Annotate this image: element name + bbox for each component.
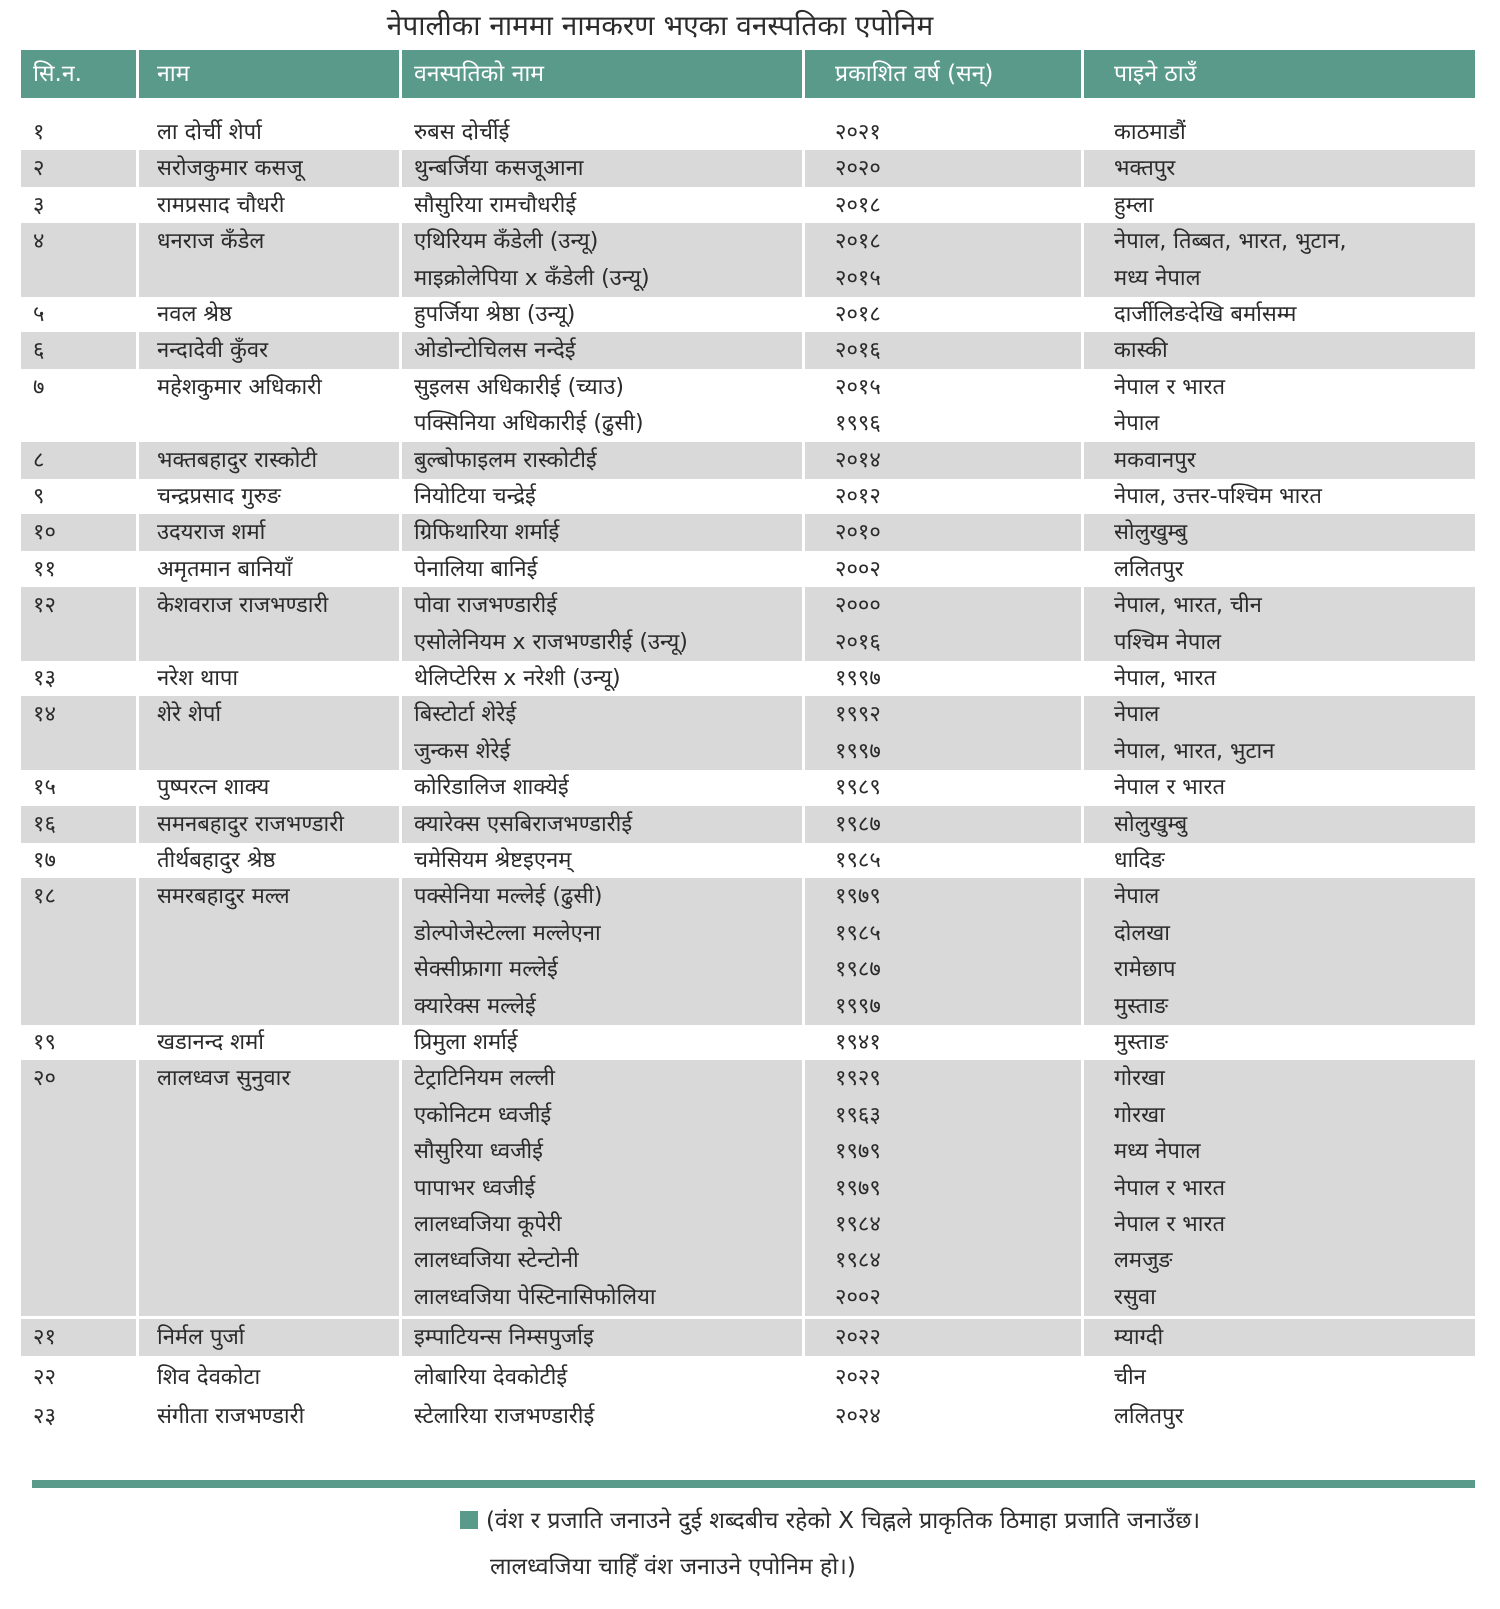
location-cell: चीन <box>1114 1364 1146 1390</box>
person-name-cell: चन्द्रप्रसाद गुरुङ <box>157 484 281 509</box>
location-cell: सोलुखुम्बु <box>1084 514 1475 551</box>
location-cell: नेपाल, उत्तर-पश्चिम भारत <box>1114 484 1322 509</box>
person-name-cell: महेशकुमार अधिकारी <box>157 374 322 400</box>
header-plant-name: वनस्पतिको नाम <box>402 50 802 98</box>
person-name-cell: शेरे शेर्पा <box>139 696 399 733</box>
location-cell: ललितपुर <box>1114 1404 1184 1429</box>
serial-cell <box>21 733 136 770</box>
person-name-cell: संगीता राजभण्डारी <box>157 1404 305 1429</box>
plant-name-cell: लालध्वजिया पेस्टिनासिफोलिया <box>402 1279 802 1316</box>
bottom-rule <box>32 1480 1475 1488</box>
table-row <box>21 660 1475 697</box>
person-name-cell: शिव देवकोटा <box>157 1364 261 1390</box>
plant-name-cell: एसोलेनियम x राजभण्डारीई (उन्यू) <box>402 624 802 661</box>
footnote-line-1 <box>460 1498 1480 1544</box>
table-row <box>21 1359 1475 1396</box>
table-row <box>21 1133 1475 1170</box>
table-row <box>21 733 1475 770</box>
location-cell: नेपाल <box>1084 878 1475 915</box>
location-cell: मुस्ताङ <box>1084 988 1475 1025</box>
table-row <box>21 1060 1475 1097</box>
footnote-text-1: (वंश र प्रजाति जनाउने दुई शब्दबीच रहेको X चिह्नले प्राकृतिक ठिमाहा प्रजाति जनाउँछ। <box>486 1508 1201 1534</box>
serial-cell <box>21 951 136 988</box>
year-cell: १९८५ <box>835 848 881 873</box>
person-name-cell: धनराज कँडेल <box>139 223 399 260</box>
table-row <box>21 1279 1475 1316</box>
plant-name-cell: क्यारेक्स एसबिराजभण्डारीई <box>402 806 802 843</box>
table-row <box>21 624 1475 661</box>
serial-cell: १९ <box>33 1030 56 1055</box>
plant-name-cell: सेक्सीफ्रागा मल्लेई <box>402 951 802 988</box>
person-name-cell: नरेश थापा <box>157 666 239 691</box>
location-cell: नेपाल <box>1084 696 1475 733</box>
person-name-cell <box>139 951 399 988</box>
serial-cell <box>21 405 136 442</box>
year-cell: १९९२ <box>805 696 1081 733</box>
plant-name-cell: लालध्वजिया स्टेन्टोनी <box>402 1242 802 1279</box>
year-cell: २०१४ <box>805 442 1081 479</box>
serial-cell: १० <box>21 514 136 551</box>
footnote <box>460 1498 1480 1590</box>
serial-cell: २० <box>21 1060 136 1097</box>
serial-cell <box>21 260 136 297</box>
year-cell: २०१२ <box>835 484 881 509</box>
plant-name-cell: बिस्टोर्टा शेरेई <box>402 696 802 733</box>
year-cell: २०२२ <box>835 1364 881 1390</box>
person-name-cell: उदयराज शर्मा <box>139 514 399 551</box>
plant-name-cell: थुन्बर्जिया कसजूआना <box>402 150 802 187</box>
table-row <box>21 1170 1475 1207</box>
year-cell: १९७९ <box>805 1170 1081 1207</box>
year-cell: २०१५ <box>805 260 1081 297</box>
location-cell: रामेछाप <box>1084 951 1475 988</box>
table-row <box>21 1319 1475 1356</box>
year-cell: १९४१ <box>835 1030 881 1055</box>
person-name-cell: निर्मल पुर्जा <box>139 1319 399 1356</box>
header-name: नाम <box>139 50 399 98</box>
year-cell: १९८५ <box>805 915 1081 952</box>
table-row <box>21 915 1475 952</box>
plant-name-cell: पापाभर ध्वजीई <box>402 1170 802 1207</box>
year-cell: १९९७ <box>805 988 1081 1025</box>
header-location: पाइने ठाउँ <box>1084 50 1475 98</box>
bullet-square-icon <box>460 1511 478 1529</box>
table-row <box>21 988 1475 1025</box>
person-name-cell: भक्तबहादुर रास्कोटी <box>139 442 399 479</box>
person-name-cell: रामप्रसाद चौधरी <box>157 192 285 218</box>
person-name-cell: समनबहादुर राजभण्डारी <box>139 806 399 843</box>
serial-cell: ९ <box>33 484 45 509</box>
table-row <box>21 806 1475 843</box>
plant-name-cell: बुल्बोफाइलम रास्कोटीई <box>402 442 802 479</box>
year-cell: २०१६ <box>805 332 1081 369</box>
person-name-cell <box>139 1133 399 1170</box>
year-cell: २००२ <box>805 1279 1081 1316</box>
person-name-cell <box>139 915 399 952</box>
serial-cell: २ <box>21 150 136 187</box>
table-row <box>21 1398 1475 1435</box>
year-cell: १९९६ <box>835 411 881 437</box>
serial-cell <box>21 915 136 952</box>
table-row <box>21 696 1475 733</box>
serial-cell: २२ <box>33 1364 56 1390</box>
year-cell: १९६३ <box>805 1097 1081 1134</box>
table-row <box>21 514 1475 551</box>
plant-name-cell: थेलिप्टेरिस x नरेशी (उन्यू) <box>414 666 621 691</box>
person-name-cell <box>139 1170 399 1207</box>
table-row <box>21 1097 1475 1134</box>
serial-cell <box>21 1133 136 1170</box>
serial-cell <box>21 1170 136 1207</box>
plant-name-cell: पेनालिया बानिई <box>414 556 538 582</box>
serial-cell: ११ <box>33 556 56 582</box>
plant-name-cell: क्यारेक्स मल्लेई <box>402 988 802 1025</box>
location-cell: सोलुखुम्बु <box>1084 806 1475 843</box>
table-row <box>21 223 1475 260</box>
table-row <box>21 442 1475 479</box>
serial-cell: १३ <box>33 666 56 691</box>
plant-name-cell: सौसुरिया ध्वजीई <box>402 1133 802 1170</box>
table-row <box>21 1206 1475 1243</box>
person-name-cell <box>139 1097 399 1134</box>
year-cell: १९८४ <box>805 1242 1081 1279</box>
table-row <box>21 114 1475 151</box>
person-name-cell: तीर्थबहादुर श्रेष्ठ <box>157 848 276 873</box>
person-name-cell: खडानन्द शर्मा <box>157 1030 264 1055</box>
table-row <box>21 478 1475 515</box>
serial-cell: १४ <box>21 696 136 733</box>
serial-cell <box>21 1097 136 1134</box>
plant-name-cell: प्रिमुला शर्माई <box>414 1030 518 1055</box>
person-name-cell: केशवराज राजभण्डारी <box>139 587 399 624</box>
year-cell: २०१५ <box>835 374 881 400</box>
person-name-cell <box>139 733 399 770</box>
table-row <box>21 587 1475 624</box>
year-cell: १९९७ <box>835 666 881 691</box>
year-cell: २०१८ <box>805 223 1081 260</box>
plant-name-cell: सौसुरिया रामचौधरीई <box>414 192 577 218</box>
plant-name-cell: सुइलस अधिकारीई (च्याउ) <box>414 374 624 400</box>
year-cell: २०१८ <box>835 192 881 218</box>
plant-name-cell: इम्पाटियन्स निम्सपुर्जाइ <box>402 1319 802 1356</box>
location-cell: नेपाल र भारत <box>1084 1206 1475 1243</box>
location-cell: दोलखा <box>1084 915 1475 952</box>
serial-cell: ६ <box>21 332 136 369</box>
serial-cell: ८ <box>21 442 136 479</box>
table-row <box>21 150 1475 187</box>
location-cell: नेपाल, भारत, भुटान <box>1084 733 1475 770</box>
table-row <box>21 1242 1475 1279</box>
year-cell: २०२१ <box>835 120 881 145</box>
serial-cell: १५ <box>33 775 56 801</box>
year-cell: २०२४ <box>835 1404 881 1429</box>
serial-cell: ७ <box>33 374 45 400</box>
location-cell: धादिङ <box>1114 848 1165 873</box>
person-name-cell: अमृतमान बानियाँ <box>157 556 293 582</box>
year-cell: २००२ <box>835 556 881 582</box>
serial-cell: १७ <box>33 848 56 873</box>
table-row <box>21 1024 1475 1061</box>
serial-cell <box>21 1242 136 1279</box>
table-row <box>21 260 1475 297</box>
year-cell: १९८७ <box>805 806 1081 843</box>
plant-name-cell: लोबारिया देवकोटीई <box>414 1364 568 1390</box>
person-name-cell <box>139 260 399 297</box>
location-cell: गोरखा <box>1084 1097 1475 1134</box>
location-cell: नेपाल र भारत <box>1114 775 1226 801</box>
location-cell: हुम्ला <box>1114 192 1154 218</box>
year-cell: २०१६ <box>805 624 1081 661</box>
plant-name-cell: स्टेलारिया राजभण्डारीई <box>414 1404 595 1429</box>
person-name-cell <box>139 1279 399 1316</box>
serial-cell: १२ <box>21 587 136 624</box>
location-cell: नेपाल <box>1114 411 1160 437</box>
serial-cell: १८ <box>21 878 136 915</box>
location-cell: लमजुङ <box>1084 1242 1475 1279</box>
year-cell: १९८४ <box>805 1206 1081 1243</box>
person-name-cell <box>139 1206 399 1243</box>
person-name-cell <box>139 1242 399 1279</box>
plant-name-cell: ग्रिफिथारिया शर्माई <box>402 514 802 551</box>
location-cell: रसुवा <box>1084 1279 1475 1316</box>
plant-name-cell: पक्सिनिया अधिकारीई (ढुसी) <box>414 411 644 437</box>
location-cell: कास्की <box>1084 332 1475 369</box>
plant-name-cell: टेट्राटिनियम लल्ली <box>402 1060 802 1097</box>
table-row <box>21 551 1475 588</box>
plant-name-cell: लालध्वजिया कूपेरी <box>402 1206 802 1243</box>
serial-cell <box>21 1279 136 1316</box>
serial-cell: १६ <box>21 806 136 843</box>
serial-cell <box>21 1206 136 1243</box>
location-cell: भक्तपुर <box>1084 150 1475 187</box>
location-cell: काठमाडौं <box>1114 120 1186 145</box>
year-cell: २००० <box>805 587 1081 624</box>
table-row <box>21 332 1475 369</box>
location-cell: नेपाल, तिब्बत, भारत, भुटान, <box>1084 223 1475 260</box>
year-cell: २०२० <box>805 150 1081 187</box>
year-cell: २०१० <box>805 514 1081 551</box>
footnote-line-2: लालध्वजिया चाहिँ वंश जनाउने एपोनिम हो।) <box>490 1554 856 1580</box>
page-title: नेपालीका नाममा नामकरण भएका वनस्पतिका एपोनिम <box>386 9 934 42</box>
table-row <box>21 187 1475 224</box>
person-name-cell <box>139 405 399 442</box>
header-year: प्रकाशित वर्ष (सन्) <box>805 50 1081 98</box>
person-name-cell: नवल श्रेष्ठ <box>157 302 232 327</box>
person-name-cell: पुष्परत्न शाक्य <box>157 775 270 801</box>
plant-name-cell: माइक्रोलेपिया x कँडेली (उन्यू) <box>402 260 802 297</box>
plant-name-cell: हुपर्जिया श्रेष्ठा (उन्यू) <box>414 302 576 327</box>
location-cell: गोरखा <box>1084 1060 1475 1097</box>
plant-name-cell: चमेसियम श्रेष्टइएनम् <box>414 848 572 873</box>
person-name-cell: ला दोर्ची शेर्पा <box>157 120 262 145</box>
location-cell: नेपाल, भारत, चीन <box>1084 587 1475 624</box>
year-cell: २०१८ <box>835 302 881 327</box>
serial-cell <box>21 988 136 1025</box>
plant-name-cell: ओडोन्टोचिलस नन्देई <box>402 332 802 369</box>
location-cell: ललितपुर <box>1114 556 1184 582</box>
serial-cell <box>21 624 136 661</box>
person-name-cell <box>139 988 399 1025</box>
table-row <box>21 842 1475 879</box>
location-cell: नेपाल र भारत <box>1084 1170 1475 1207</box>
serial-cell: २३ <box>33 1404 56 1429</box>
person-name-cell: समरबहादुर मल्ल <box>139 878 399 915</box>
plant-name-cell: पोवा राजभण्डारीई <box>402 587 802 624</box>
year-cell: १९७९ <box>805 1133 1081 1170</box>
table-row <box>21 878 1475 915</box>
table-header <box>21 50 1475 98</box>
plant-name-cell: एकोनिटम ध्वजीई <box>402 1097 802 1134</box>
person-name-cell: लालध्वज सुनुवार <box>139 1060 399 1097</box>
year-cell: १९८७ <box>805 951 1081 988</box>
location-cell: म्याग्दी <box>1084 1319 1475 1356</box>
table-row <box>21 296 1475 333</box>
table-row <box>21 769 1475 806</box>
year-cell: १९७९ <box>805 878 1081 915</box>
serial-cell: ५ <box>33 302 45 327</box>
year-cell: १९८९ <box>835 775 881 801</box>
person-name-cell <box>139 624 399 661</box>
person-name-cell: सरोजकुमार कसजू <box>139 150 399 187</box>
location-cell: मुस्ताङ <box>1114 1030 1168 1055</box>
table-row <box>21 369 1475 406</box>
plant-name-cell: रुबस दोर्चीई <box>414 120 510 145</box>
location-cell: मध्य नेपाल <box>1084 260 1475 297</box>
plant-name-cell: एथिरियम कँडेली (उन्यू) <box>402 223 802 260</box>
location-cell: नेपाल र भारत <box>1114 374 1226 400</box>
plant-name-cell: नियोटिया चन्द्रेई <box>414 484 536 509</box>
location-cell: मकवानपुर <box>1084 442 1475 479</box>
table-row <box>21 405 1475 442</box>
year-cell: १९९७ <box>805 733 1081 770</box>
header-serial: सि.न. <box>21 50 136 98</box>
serial-cell: १ <box>33 120 45 145</box>
person-name-cell: नन्दादेवी कुँवर <box>139 332 399 369</box>
location-cell: पश्चिम नेपाल <box>1084 624 1475 661</box>
serial-cell: ३ <box>33 192 45 218</box>
location-cell: नेपाल, भारत <box>1114 666 1217 691</box>
plant-name-cell: डोल्पोजेस्टेल्ला मल्लेएना <box>402 915 802 952</box>
plant-name-cell: कोरिडालिज शाक्येई <box>414 775 569 801</box>
serial-cell: ४ <box>21 223 136 260</box>
plant-name-cell: जुन्कस शेरेई <box>402 733 802 770</box>
table-row <box>21 951 1475 988</box>
year-cell: २०२२ <box>805 1319 1081 1356</box>
plant-name-cell: पक्सेनिया मल्लेई (ढुसी) <box>402 878 802 915</box>
year-cell: १९२९ <box>805 1060 1081 1097</box>
location-cell: दार्जीलिङदेखि बर्मासम्म <box>1114 302 1297 327</box>
serial-cell: २१ <box>21 1319 136 1356</box>
location-cell: मध्य नेपाल <box>1084 1133 1475 1170</box>
